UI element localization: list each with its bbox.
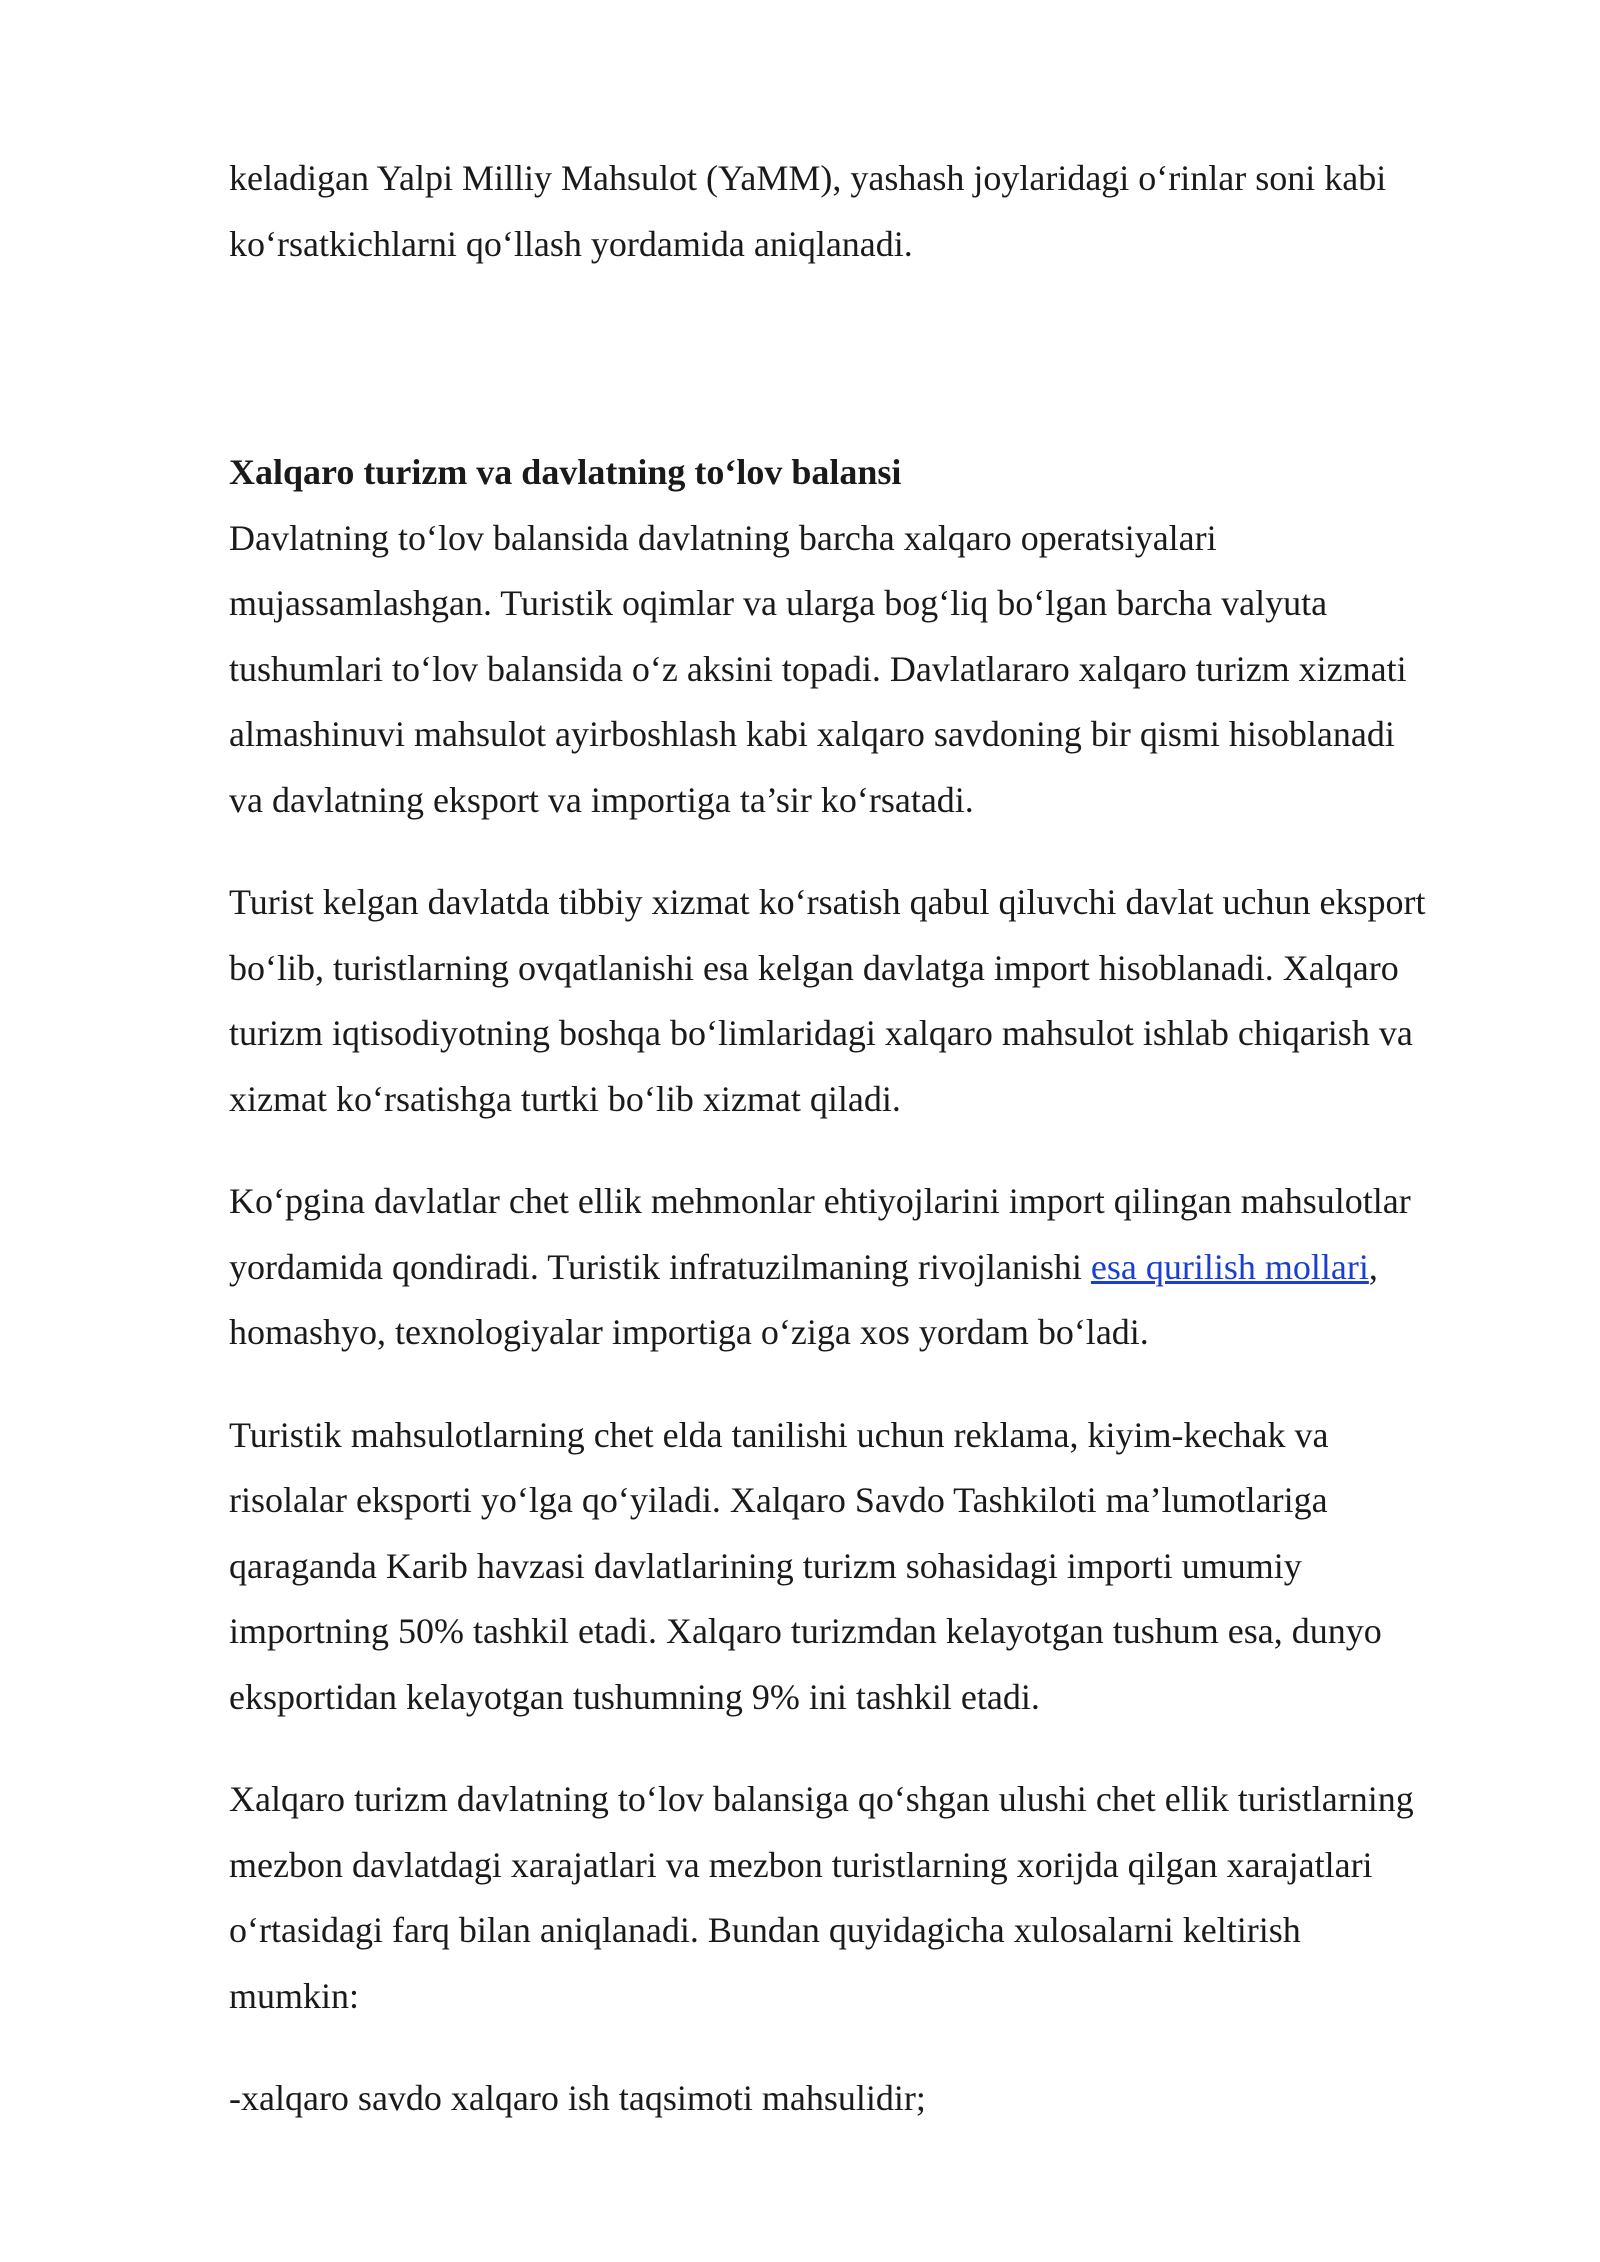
paragraph-line: tushumlari to‘lov balansida o‘z aksini topadi. Davlatlararo xalqaro turizm xizmati: [229, 648, 1407, 689]
paragraph-line: qaraganda Karib havzasi davlatlarining turizm sohasidagi importi umumiy: [229, 1545, 1302, 1586]
paragraph-line: turizm iqtisodiyotning boshqa bo‘limlaridagi xalqaro mahsulot ishlab chiqarish va: [229, 1013, 1413, 1053]
section-heading: Xalqaro turizm va davlatning to‘lov balansi: [229, 452, 902, 492]
paragraph-line: mujassamlashgan. Turistik oqimlar va ularga bog‘liq bo‘lgan barcha valyuta: [229, 583, 1328, 623]
intro-paragraph: [229, 146, 1519, 277]
paragraph-line: homashyo, texnologiyalar importiga o‘ziga xos yordam bo‘ladi.: [229, 1312, 1149, 1352]
spacer: [229, 1366, 1519, 1403]
list-item: -xalqaro savdo xalqaro ish taqsimoti mahsulidir;: [229, 2078, 926, 2118]
paragraph-line: Davlatning to‘lov balansida davlatning barcha xalqaro operatsiyalari: [229, 517, 1217, 558]
paragraph-line: Ko‘pgina davlatlar chet ellik mehmonlar ehtiyojlarini import qilingan mahsulotlar: [229, 1181, 1411, 1221]
paragraph-line-part: ,: [1368, 1246, 1378, 1287]
paragraph-line: risolalar eksporti yo‘lga qo‘yiladi. Xalqaro Savdo Tashkiloti ma’lumotlariga: [229, 1480, 1328, 1520]
paragraph-advertising: [229, 1403, 1519, 1731]
paragraph-export-import: [229, 870, 1519, 1132]
paragraph-line: bo‘lib, turistlarning ovqatlanishi esa kelgan davlatga import hisoblanadi. Xalqaro: [229, 947, 1399, 988]
paragraph-line: mezbon davlatdagi xarajatlari va mezbon turistlarning xorijda qilgan xarajatlari: [229, 1844, 1373, 1885]
paragraph-payment-balance: [229, 506, 1519, 834]
paragraph-line: eksportidan kelayotgan tushumning 9% ini tashkil etadi.: [229, 1676, 1040, 1717]
paragraph-line: Turistik mahsulotlarning chet elda tanilishi uchun reklama, kiyim-kechak va: [229, 1414, 1329, 1455]
paragraph-infrastructure: [229, 1169, 1519, 1366]
paragraph-line: va davlatning eksport va importiga ta’sir ko‘rsatadi.: [229, 779, 974, 820]
spacer: [229, 833, 1519, 870]
paragraph-line: o‘rtasidagi farq bilan aniqlanadi. Bundan quyidagicha xulosalarni keltirish: [229, 1910, 1301, 1950]
paragraph-line: Turist kelgan davlatda tibbiy xizmat ko‘rsatish qabul qiluvchi davlat uchun eksport: [229, 882, 1426, 922]
paragraph-line: importning 50% tashkil etadi. Xalqaro turizmdan kelayotgan tushum esa, dunyo: [229, 1611, 1382, 1651]
intro-line: keladigan Yalpi Milliy Mahsulot (YaMM), yashash joylaridagi o‘rinlar soni kabi: [229, 158, 1387, 198]
spacer: [229, 1730, 1519, 1767]
intro-line: ko‘rsatkichlarni qo‘llash yordamida aniqlanadi.: [229, 223, 913, 264]
paragraph-line: mumkin:: [229, 1975, 360, 2016]
paragraph-line: Xalqaro turizm davlatning to‘lov balansiga qo‘shgan ulushi chet ellik turistlarning: [229, 1779, 1414, 1819]
paragraph-line: almashinuvi mahsulot ayirboshlash kabi xalqaro savdoning bir qismi hisoblanadi: [229, 714, 1395, 754]
construction-materials-link[interactable]: esa qurilish mollari: [1090, 1246, 1369, 1287]
paragraph-contribution: [229, 1767, 1519, 2029]
document-page: [229, 146, 1519, 2132]
spacer: [229, 277, 1519, 440]
paragraph-line-part: yordamida qondiradi. Turistik infratuzilmaning rivojlanishi: [229, 1246, 1091, 1287]
spacer: [229, 1132, 1519, 1169]
spacer: [229, 2029, 1519, 2066]
paragraph-line: xizmat ko‘rsatishga turtki bo‘lib xizmat qiladi.: [229, 1078, 901, 1119]
